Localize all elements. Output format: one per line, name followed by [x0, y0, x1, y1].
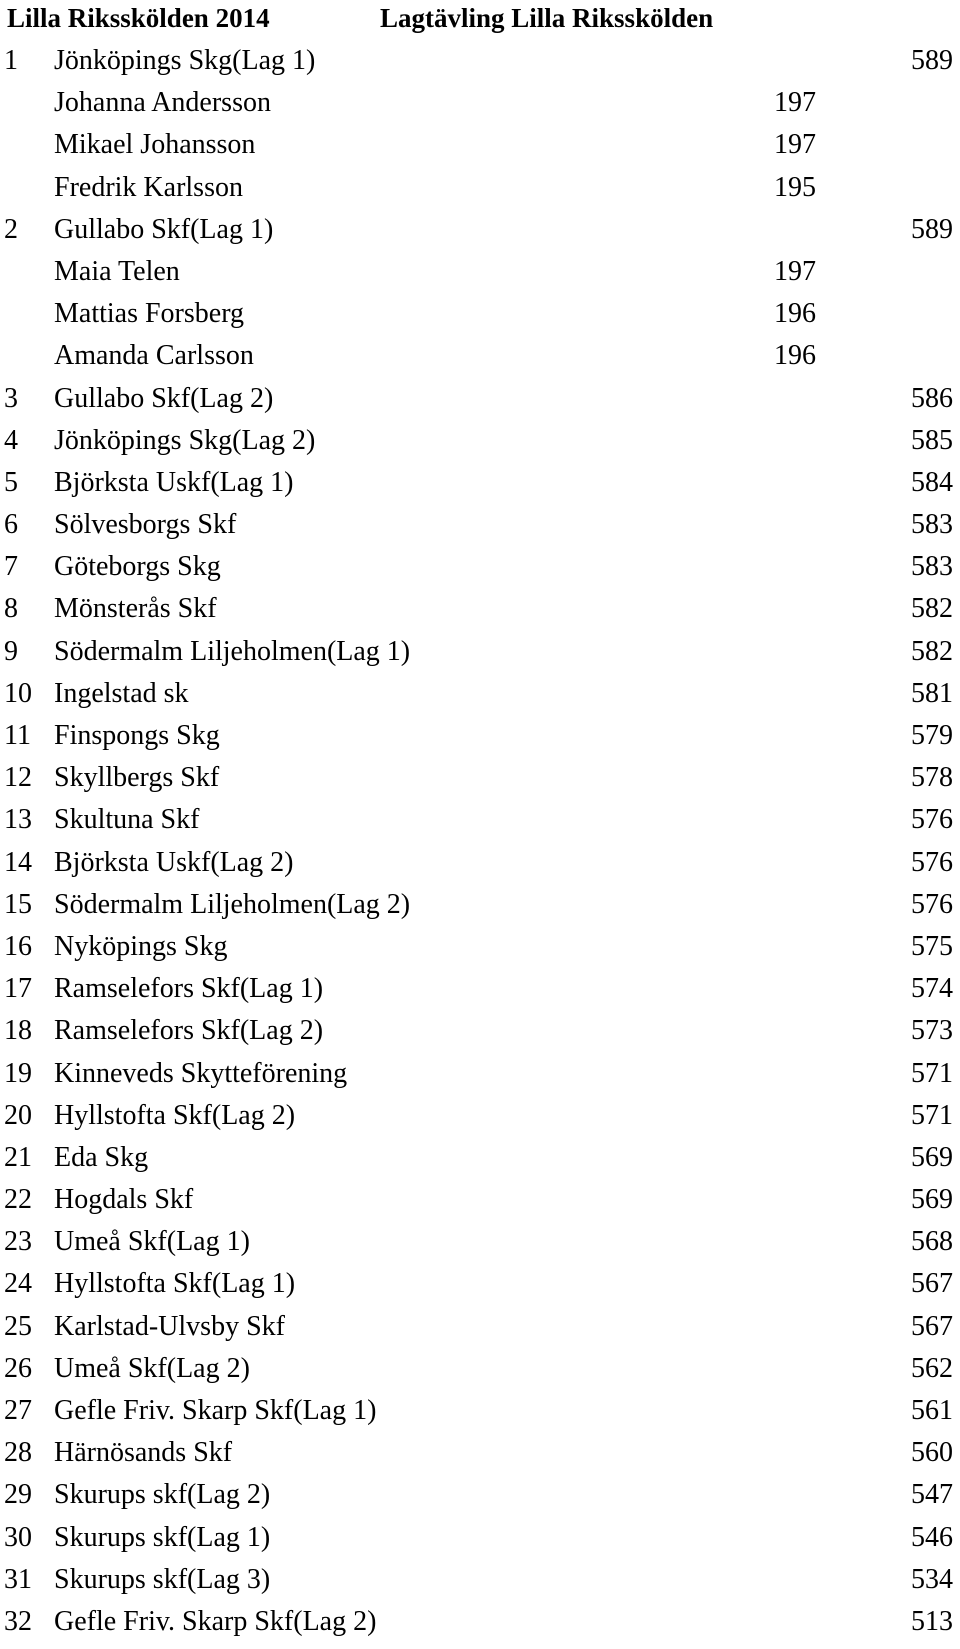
- team-row: [0, 546, 960, 588]
- team-row: [0, 1263, 960, 1305]
- team-row: [0, 1010, 960, 1052]
- team-name: Kinneveds Skytteförening: [54, 1057, 348, 1089]
- team-row: [0, 1474, 960, 1516]
- team-name: Gullabo Skf(Lag 2): [54, 382, 274, 414]
- team-rank: 8: [4, 593, 18, 625]
- team-rank: 17: [4, 973, 32, 1005]
- team-row: [0, 757, 960, 799]
- team-rank: 30: [4, 1521, 32, 1553]
- team-name: Hyllstofta Skf(Lag 1): [54, 1268, 296, 1300]
- team-name: Björksta Uskf(Lag 2): [54, 846, 294, 878]
- team-row: [0, 504, 960, 546]
- team-rank: 26: [4, 1352, 32, 1384]
- team-row: [0, 968, 960, 1010]
- team-row: [0, 1179, 960, 1221]
- team-name: Ingelstad sk: [54, 677, 189, 709]
- team-total: 589: [911, 45, 953, 76]
- team-name: Skurups skf(Lag 1): [54, 1521, 271, 1553]
- shooter-name: Mattias Forsberg: [54, 298, 245, 330]
- team-total: 513: [911, 1605, 953, 1637]
- team-name: Björksta Uskf(Lag 1): [54, 466, 294, 498]
- team-total: 586: [911, 382, 953, 414]
- team-total: 582: [911, 635, 953, 667]
- team-name: Eda Skg: [54, 1141, 149, 1173]
- team-total: 561: [911, 1395, 953, 1426]
- shooter-name: Johanna Andersson: [54, 87, 271, 119]
- team-rank: 11: [4, 720, 31, 751]
- team-total: 583: [911, 509, 953, 541]
- shooter-row: [0, 82, 960, 124]
- team-rank: 21: [4, 1141, 32, 1173]
- team-name: Skyllbergs Skf: [54, 762, 220, 794]
- team-rank: 6: [4, 509, 18, 541]
- team-name: Karlstad-Ulvsby Skf: [54, 1310, 285, 1342]
- shooter-row: [0, 251, 960, 293]
- team-total: 571: [911, 1099, 953, 1131]
- team-rank: 13: [4, 804, 32, 836]
- team-row: [0, 1559, 960, 1601]
- team-rank: 18: [4, 1015, 32, 1047]
- team-rank: 5: [4, 466, 18, 498]
- team-row: [0, 1517, 960, 1559]
- team-total: 579: [911, 720, 953, 751]
- team-row: [0, 462, 960, 504]
- team-total: 585: [911, 424, 953, 456]
- team-total: 547: [911, 1479, 953, 1511]
- team-rank: 31: [4, 1563, 32, 1595]
- shooter-score: 197: [774, 87, 816, 119]
- team-name: Skurups skf(Lag 3): [54, 1563, 271, 1595]
- shooter-row: [0, 335, 960, 377]
- team-rank: 14: [4, 846, 32, 878]
- team-rank: 10: [4, 677, 32, 709]
- page-header: [0, 0, 960, 36]
- team-row: [0, 1221, 960, 1263]
- team-rank: 2: [4, 213, 18, 245]
- shooter-name: Amanda Carlsson: [54, 340, 254, 372]
- team-rank: 28: [4, 1437, 32, 1469]
- team-total: 581: [911, 677, 953, 709]
- team-total: 569: [911, 1141, 953, 1173]
- team-row: [0, 1306, 960, 1348]
- team-name: Södermalm Liljeholmen(Lag 1): [54, 635, 411, 667]
- shooter-name: Mikael Johansson: [54, 129, 256, 161]
- team-row: [0, 1348, 960, 1390]
- team-row: [0, 1601, 960, 1643]
- team-total: 571: [911, 1057, 953, 1089]
- results-list: [0, 40, 960, 1643]
- team-total: 576: [911, 804, 953, 836]
- team-row: [0, 715, 960, 757]
- team-name: Umeå Skf(Lag 1): [54, 1226, 250, 1258]
- team-total: 560: [911, 1437, 953, 1469]
- team-row: [0, 40, 960, 82]
- team-name: Hyllstofta Skf(Lag 2): [54, 1099, 296, 1131]
- team-rank: 22: [4, 1184, 32, 1216]
- team-total: 567: [911, 1310, 953, 1342]
- page-title: Lilla Riksskölden 2014: [7, 3, 270, 33]
- team-row: [0, 1432, 960, 1474]
- team-total: 583: [911, 551, 953, 583]
- team-name: Ramselefors Skf(Lag 1): [54, 973, 324, 1005]
- team-total: 562: [911, 1352, 953, 1384]
- team-rank: 29: [4, 1479, 32, 1511]
- team-name: Finspongs Skg: [54, 720, 220, 751]
- shooter-name: Fredrik Karlsson: [54, 171, 243, 203]
- team-rank: 24: [4, 1268, 32, 1300]
- team-row: [0, 1137, 960, 1179]
- team-row: [0, 842, 960, 884]
- page-subtitle: Lagtävling Lilla Riksskölden: [380, 3, 714, 33]
- team-name: Gullabo Skf(Lag 1): [54, 213, 274, 245]
- team-name: Härnösands Skf: [54, 1437, 233, 1469]
- team-name: Gefle Friv. Skarp Skf(Lag 1): [54, 1395, 377, 1426]
- team-total: 568: [911, 1226, 953, 1258]
- team-total: 546: [911, 1521, 953, 1553]
- team-rank: 27: [4, 1395, 32, 1426]
- team-name: Ramselefors Skf(Lag 2): [54, 1015, 324, 1047]
- team-row: [0, 1390, 960, 1432]
- team-rank: 20: [4, 1099, 32, 1131]
- team-name: Nyköpings Skg: [54, 930, 228, 962]
- team-total: 582: [911, 593, 953, 625]
- team-rank: 4: [4, 424, 18, 456]
- team-row: [0, 1053, 960, 1095]
- team-total: 574: [911, 973, 953, 1005]
- team-row: [0, 884, 960, 926]
- team-name: Södermalm Liljeholmen(Lag 2): [54, 888, 411, 920]
- team-rank: 23: [4, 1226, 32, 1258]
- team-name: Gefle Friv. Skarp Skf(Lag 2): [54, 1605, 377, 1637]
- team-name: Jönköpings Skg(Lag 2): [54, 424, 316, 456]
- team-row: [0, 673, 960, 715]
- shooter-score: 197: [774, 129, 816, 161]
- team-total: 575: [911, 930, 953, 962]
- team-name: Sölvesborgs Skf: [54, 509, 237, 541]
- team-total: 573: [911, 1015, 953, 1047]
- team-rank: 12: [4, 762, 32, 794]
- team-rank: 25: [4, 1310, 32, 1342]
- team-total: 567: [911, 1268, 953, 1300]
- team-name: Skurups skf(Lag 2): [54, 1479, 271, 1511]
- team-rank: 3: [4, 382, 18, 414]
- team-rank: 15: [4, 888, 32, 920]
- team-total: 576: [911, 846, 953, 878]
- team-row: [0, 631, 960, 673]
- team-rank: 7: [4, 551, 18, 583]
- team-row: [0, 588, 960, 630]
- team-total: 584: [911, 466, 953, 498]
- team-name: Jönköpings Skg(Lag 1): [54, 45, 316, 76]
- shooter-score: 196: [774, 340, 816, 372]
- team-row: [0, 799, 960, 841]
- team-row: [0, 1095, 960, 1137]
- team-total: 569: [911, 1184, 953, 1216]
- shooter-row: [0, 124, 960, 166]
- shooter-row: [0, 293, 960, 335]
- team-rank: 9: [4, 635, 18, 667]
- team-total: 578: [911, 762, 953, 794]
- shooter-score: 196: [774, 298, 816, 330]
- team-row: [0, 378, 960, 420]
- team-total: 589: [911, 213, 953, 245]
- shooter-row: [0, 167, 960, 209]
- team-row: [0, 209, 960, 251]
- team-name: Göteborgs Skg: [54, 551, 221, 583]
- team-rank: 16: [4, 930, 32, 962]
- team-row: [0, 420, 960, 462]
- team-name: Skultuna Skf: [54, 804, 200, 836]
- shooter-name: Maia Telen: [54, 255, 180, 287]
- team-rank: 1: [4, 45, 18, 76]
- team-rank: 19: [4, 1057, 32, 1089]
- team-name: Mönsterås Skf: [54, 593, 217, 625]
- team-row: [0, 926, 960, 968]
- team-total: 534: [911, 1563, 953, 1595]
- shooter-score: 197: [774, 255, 816, 287]
- team-name: Umeå Skf(Lag 2): [54, 1352, 250, 1384]
- team-name: Hogdals Skf: [54, 1184, 194, 1216]
- shooter-score: 195: [774, 171, 816, 203]
- team-total: 576: [911, 888, 953, 920]
- team-rank: 32: [4, 1605, 32, 1637]
